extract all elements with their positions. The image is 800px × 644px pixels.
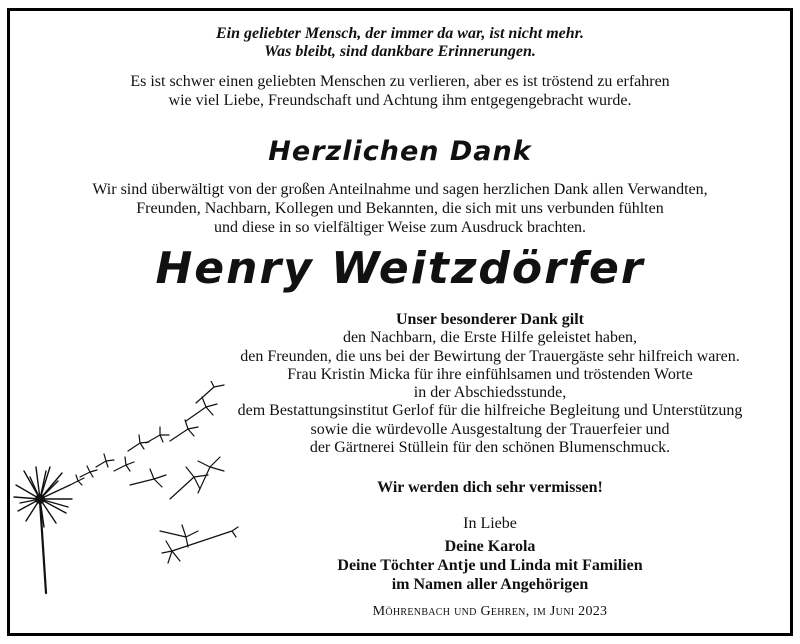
signature-line: Deine Töchter Antje und Linda mit Familien xyxy=(337,557,643,574)
special-thanks-line: dem Bestattungsinstitut Gerlof für die hilfreiche Begleitung und Unterstützung xyxy=(237,402,743,420)
signature-line: Deine Karola xyxy=(444,538,536,555)
motto-line: Ein geliebter Mensch, der immer da war, ist nicht mehr. xyxy=(215,25,585,42)
motto xyxy=(10,25,790,61)
intro-line: Es ist schwer einen geliebten Menschen zu verlieren, aber es ist tröstend zu erfahren xyxy=(130,73,670,90)
thanks-text-line: und diese in so vielfältiger Weise zum Ausdruck brachten. xyxy=(213,219,587,236)
place-date: Möhrenbach und Gehren, im Juni 2023 xyxy=(372,604,608,619)
signature-line: im Namen aller Angehörigen xyxy=(391,576,589,593)
special-thanks-line: der Gärtnerei Stüllein für den schönen Blumenschmuck. xyxy=(309,439,671,457)
thanks-text-line: Wir sind überwältigt von der großen Anteilnahme und sagen herzlichen Dank allen Verwandten, xyxy=(92,181,708,198)
special-thanks-line: Frau Kristin Micka für ihre einfühlsamen und tröstenden Worte xyxy=(287,365,693,383)
thanks-text xyxy=(10,180,790,237)
special-thanks-line: den Nachbarn, die Erste Hilfe geleistet haben, xyxy=(342,329,638,347)
special-thanks xyxy=(210,311,770,457)
special-thanks-line: den Freunden, die uns bei der Bewirtung der Trauergäste sehr hilfreich waren. xyxy=(240,347,740,365)
special-thanks-line: in der Abschiedsstunde, xyxy=(413,384,567,402)
special-thanks-heading: Unser besonderer Dank gilt xyxy=(395,311,584,328)
special-thanks-line: sowie die würdevolle Ausgestaltung der Trauerfeier und xyxy=(310,420,670,438)
intro-line: wie viel Liebe, Freundschaft und Achtung ihm entgegengebracht wurde. xyxy=(168,92,632,109)
signatures xyxy=(210,537,770,594)
in-love-line: In Liebe xyxy=(463,515,517,532)
deceased-name: Henry Weitzdörfer xyxy=(155,243,645,294)
thanks-text-line: Freunden, Nachbarn, Kollegen und Bekannten, die sich mit uns verbunden fühlten xyxy=(136,200,664,217)
thanks-heading: Herzlichen Dank xyxy=(268,136,532,167)
intro-text xyxy=(10,72,790,110)
miss-you-line: Wir werden dich sehr vermissen! xyxy=(377,479,603,496)
motto-line: Was bleibt, sind dankbare Erinnerungen. xyxy=(264,43,536,60)
notice-frame xyxy=(7,8,793,636)
